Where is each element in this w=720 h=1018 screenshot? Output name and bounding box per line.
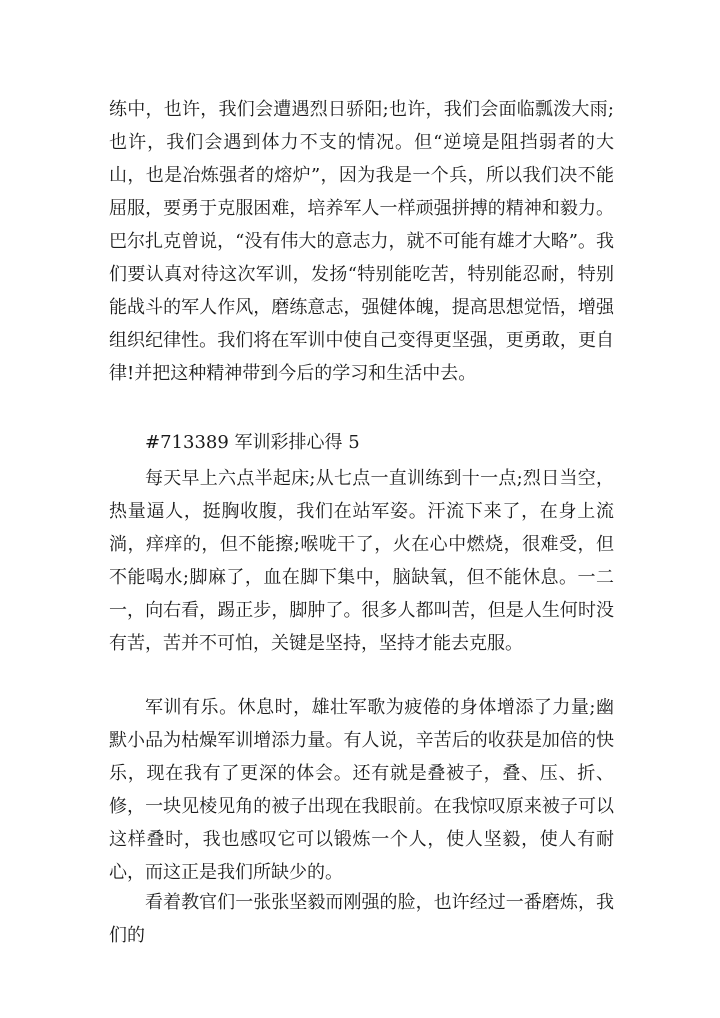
paragraph-continued: 练中，也许，我们会遭遇烈日骄阳;也许，我们会面临瓢泼大雨;也许，我们会遇到体力不支的情况。但“逆境是阻挡弱者的大山，也是冶炼强者的熔炉”，因为我是一个兵，所以我们决不能屈服，要勇于克服困难，培养军人一样顽强拼搏的精神和毅力。巴尔扎克曾说，“没有伟大的意志力，就不可能有雄才大略”。我们要认真对待这次军训，发扬“特别能吃苦，特别能忍耐，特别能战斗的军人作风，磨练意志，强健体魄，提高思想觉悟，增强组织纪律性。我们将在军训中使自己变得更坚强，更勇敢，更自律!并把这种精神带到今后的学习和生活中去。	[109, 99, 614, 384]
section-heading: #713389 军训彩排心得 5	[145, 432, 360, 453]
paragraph-daily-training: 每天早上六点半起床;从七点一直训练到十一点;烈日当空，热量逼人，挺胸收腹，我们在站军姿。汗流下来了，在身上流淌，痒痒的，但不能擦;喉咙干了，火在心中燃烧，很难受，但不能喝水;脚麻了，血在脚下集中，脑缺氧，但不能休息。一二一，向右看，踢正步，脚肿了。很多人都叫苦，但是人生何时没有苦，苦并不可怕，关键是坚持，坚持才能去克服。	[109, 468, 614, 654]
paragraph-training-joy: 军训有乐。休息时，雄壮军歌为疲倦的身体增添了力量;幽默小品为枯燥军训增添力量。有人说，辛苦后的收获是加倍的快乐，现在我有了更深的体会。还有就是叠被子，叠、压、折、修，一块见棱见角的被子出现在我眼前。在我惊叹原来被子可以这样叠时，我也感叹它可以锻炼一个人，使人坚毅，使人有耐心，而这正是我们所缺少的。	[109, 697, 614, 883]
paragraph-instructors: 看着教官们一张张坚毅而刚强的脸，也许经过一番磨炼，我们的	[109, 892, 614, 946]
